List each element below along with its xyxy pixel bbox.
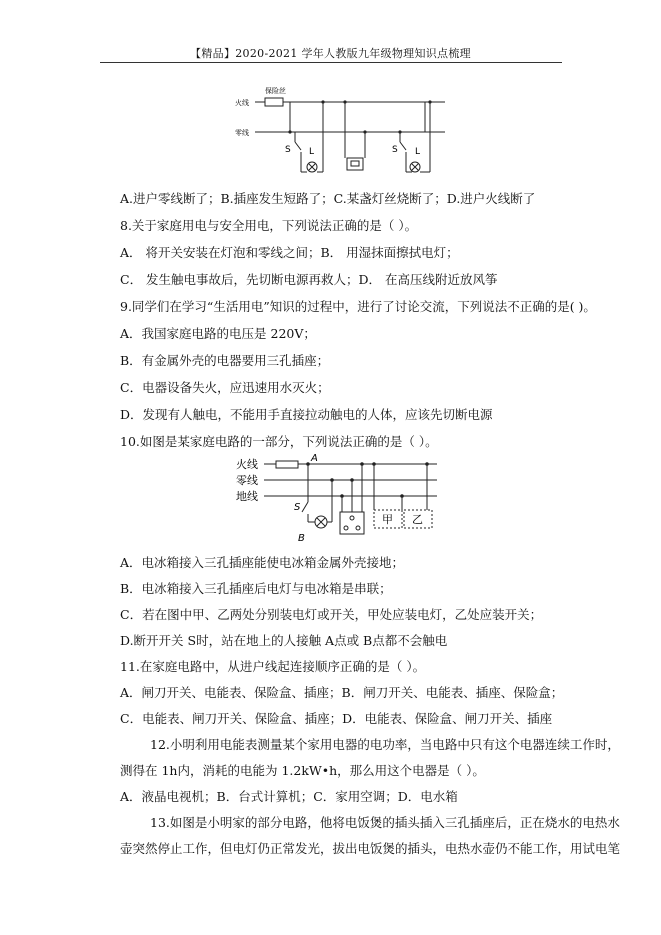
neutral-wire-label: 零线 <box>236 474 258 487</box>
question-option: D.断开开关 S时，站在地上的人接触 A点或 B点都不会触电 <box>120 633 448 648</box>
question-option: C．若在图中甲、乙两处分别装电灯或开关，甲处应装电灯，乙处应装开关； <box>120 607 543 622</box>
question-stem: 13.如图是小明家的部分电路，他将电饭煲的插头插入三孔插座后，正在烧水的电热水 <box>150 815 620 830</box>
neutral-wire-label: 零线 <box>235 129 249 137</box>
question-options: C．电能表、闸刀开关、保险盒、插座；D．电能表、保险盒、闸刀开关、插座 <box>120 711 553 726</box>
question-stem: 8.关于家庭用电与安全用电，下列说法正确的是（ ）。 <box>120 218 418 233</box>
question-stem: 壶突然停止工作，但电灯仍正常发光，拔出电饭煲的插头，电热水壶仍不能工作，用试电笔 <box>120 841 621 856</box>
switch-label: S <box>294 502 301 513</box>
question-options: A.进户零线断了；B.插座发生短路了；C.某盏灯丝烧断了；D.进户火线断了 <box>120 191 536 206</box>
question-option: B．电冰箱接入三孔插座后电灯与电冰箱是串联； <box>120 581 392 596</box>
point-b-label: B <box>298 533 305 544</box>
circuit-diagram-2 <box>232 452 462 544</box>
switch-label: S <box>285 145 291 155</box>
question-options: A．闸刀开关、电能表、保险盒、插座；B．闸刀开关、电能表、插座、保险盒； <box>120 685 564 700</box>
question-stem: 测得在 1h内，消耗的电能为 1.2kW•h，那么用这个电器是（ ）。 <box>120 763 485 778</box>
fuse-label: 保险丝 <box>265 87 286 95</box>
ground-wire-label: 地线 <box>236 490 258 503</box>
box-jia-label: 甲 <box>382 513 393 526</box>
question-option: B．有金属外壳的电器要用三孔插座； <box>120 353 330 368</box>
question-option: A．电冰箱接入三孔插座能使电冰箱金属外壳接地； <box>120 555 405 570</box>
question-stem: 9.同学们在学习“生活用电”知识的过程中，进行了讨论交流，下列说法不正确的是( )。 <box>120 299 596 314</box>
live-wire-label: 火线 <box>236 458 258 471</box>
question-options: A．液晶电视机；B．台式计算机；C．家用空调；D．电水箱 <box>120 789 458 804</box>
question-option: A．我国家庭电路的电压是 220V； <box>120 326 316 341</box>
question-option: D．发现有人触电，不能用手直接拉动触电的人体，应该先切断电源 <box>120 407 493 422</box>
question-stem: 12.小明利用电能表测量某个家用电器的电功率，当电路中只有这个电器连续工作时， <box>150 737 620 752</box>
question-stem: 10.如图是某家庭电路的一部分，下列说法正确的是（ ）。 <box>120 434 438 449</box>
question-stem: 11.在家庭电路中，从进户线起连接顺序正确的是（ ）。 <box>120 659 426 674</box>
question-options: A． 将开关安装在灯泡和零线之间；B． 用湿抹面擦拭电灯； <box>120 245 459 260</box>
live-wire-label: 火线 <box>235 99 249 107</box>
point-a-label: A <box>311 453 318 464</box>
switch-label: S <box>392 145 398 155</box>
page-header: 【精品】2020-2021 学年人教版九年级物理知识点梳理 <box>190 47 471 60</box>
question-options: C． 发生触电事故后，先切断电源再救人；D． 在高压线附近放风筝 <box>120 272 498 287</box>
lamp-label: L <box>415 147 421 157</box>
box-yi-label: 乙 <box>412 513 423 526</box>
lamp-label: L <box>309 147 315 157</box>
question-option: C．电器设备失火，应迅速用水灭火； <box>120 380 330 395</box>
header-rule <box>100 62 562 63</box>
circuit-diagram-1 <box>225 80 455 180</box>
